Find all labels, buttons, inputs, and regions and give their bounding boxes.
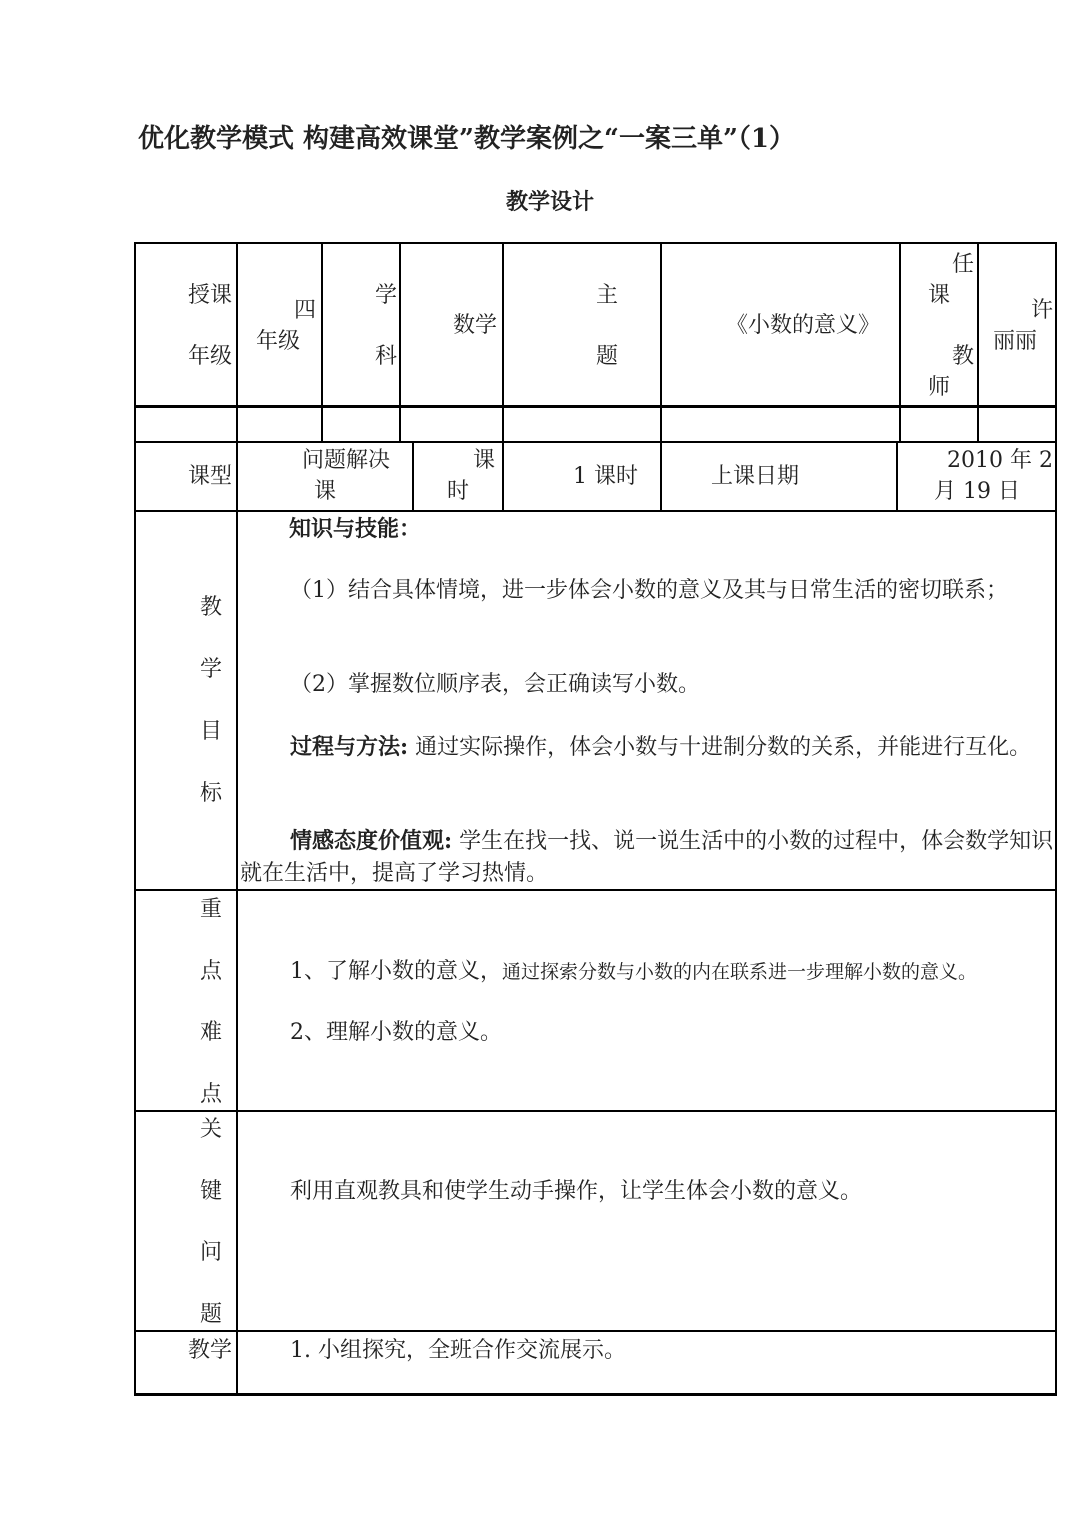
hours-value: 1 课时 [573, 464, 638, 489]
col-divider [399, 242, 401, 442]
key-points-label-char: 重 [200, 897, 223, 922]
row-divider [134, 1330, 1057, 1332]
document-title: 优化教学模式 构建高效课堂”教学案例之“一案三单”（1） [138, 124, 796, 154]
goals-label-char: 学 [200, 657, 223, 682]
key-issue-label-char: 关 [200, 1117, 223, 1142]
table-border-bottom [134, 1393, 1057, 1396]
key-issue-text: 利用直观教具和使学生动手操作，让学生体会小数的意义。 [290, 1179, 863, 1204]
col-divider [977, 242, 979, 442]
subject-label: 科 [375, 344, 398, 369]
goal-item: （2）掌握数位顺序表，会正确读写小数。 [290, 672, 700, 697]
date-label: 上课日期 [711, 464, 800, 489]
goals-label-char: 目 [200, 719, 223, 744]
teacher-value: 许 [1031, 298, 1054, 323]
col-divider [236, 242, 238, 1396]
teacher-label: 教 [952, 344, 975, 369]
col-divider [899, 242, 901, 442]
hours-label: 时 [447, 479, 470, 504]
goals-label-char: 教 [200, 595, 223, 620]
key-issue-label-char: 题 [200, 1302, 223, 1327]
document-subtitle: 教学设计 [505, 189, 594, 215]
row-divider [134, 441, 1057, 443]
table-border-top [134, 242, 1057, 244]
key-issue-label-char: 问 [200, 1240, 223, 1265]
date-value: 月 19 日 [934, 479, 1020, 504]
col-divider [502, 242, 504, 512]
grade-label: 年级 [188, 344, 233, 369]
teacher-label: 任 [952, 252, 975, 277]
type-value: 问题解决 [302, 448, 391, 473]
table-border-right [1055, 242, 1057, 1396]
goals-label-char: 标 [200, 781, 223, 806]
teacher-label: 课 [928, 283, 951, 308]
topic-value: 《小数的意义》 [726, 313, 881, 338]
subject-value: 数学 [453, 313, 498, 338]
knowledge-heading: 知识与技能： [289, 516, 422, 542]
row-divider [134, 1110, 1057, 1112]
process-goal: 过程与方法: 通过实际操作，体会小数与十进制分数的关系，并能进行互化。 [290, 734, 1032, 760]
topic-label: 题 [596, 344, 619, 369]
goal-item: （1）结合具体情境，进一步体会小数的意义及其与日常生活的密切联系； [290, 578, 1008, 603]
date-value: 2010 年 2 [947, 448, 1053, 473]
key-points-label-char: 难 [200, 1020, 223, 1045]
topic-label: 主 [596, 283, 619, 308]
hours-label: 课 [473, 448, 496, 473]
col-divider [660, 242, 662, 512]
key-point-item: 2、理解小数的意义。 [290, 1020, 502, 1045]
emotion-goal: 情感态度价值观: 学生在找一找、说一说生活中的小数的过程中，体会数学知识就在生活中，提高了学习热情。 [240, 828, 1054, 886]
grade-label: 授课 [188, 283, 233, 308]
subject-label: 学 [375, 283, 398, 308]
method-label: 教学 [188, 1338, 233, 1363]
col-divider [896, 441, 898, 512]
col-divider [321, 242, 323, 442]
row-divider [134, 510, 1057, 512]
type-value: 课 [314, 479, 337, 504]
grade-value: 年级 [256, 329, 301, 354]
teacher-value: 丽丽 [993, 329, 1038, 354]
key-points-label-char: 点 [200, 1082, 223, 1107]
col-divider [412, 441, 414, 512]
table-border-left [134, 242, 136, 1396]
key-point-item: 1、了解小数的意义，通过探索分数与小数的内在联系进一步理解小数的意义。 [290, 959, 978, 984]
type-label: 课型 [188, 464, 233, 489]
key-issue-label-char: 键 [200, 1179, 223, 1204]
method-text: 1. 小组探究，全班合作交流展示。 [290, 1338, 626, 1363]
row-divider [134, 405, 1057, 408]
key-points-label-char: 点 [200, 959, 223, 984]
grade-value: 四 [294, 298, 317, 323]
teacher-label: 师 [928, 375, 951, 400]
